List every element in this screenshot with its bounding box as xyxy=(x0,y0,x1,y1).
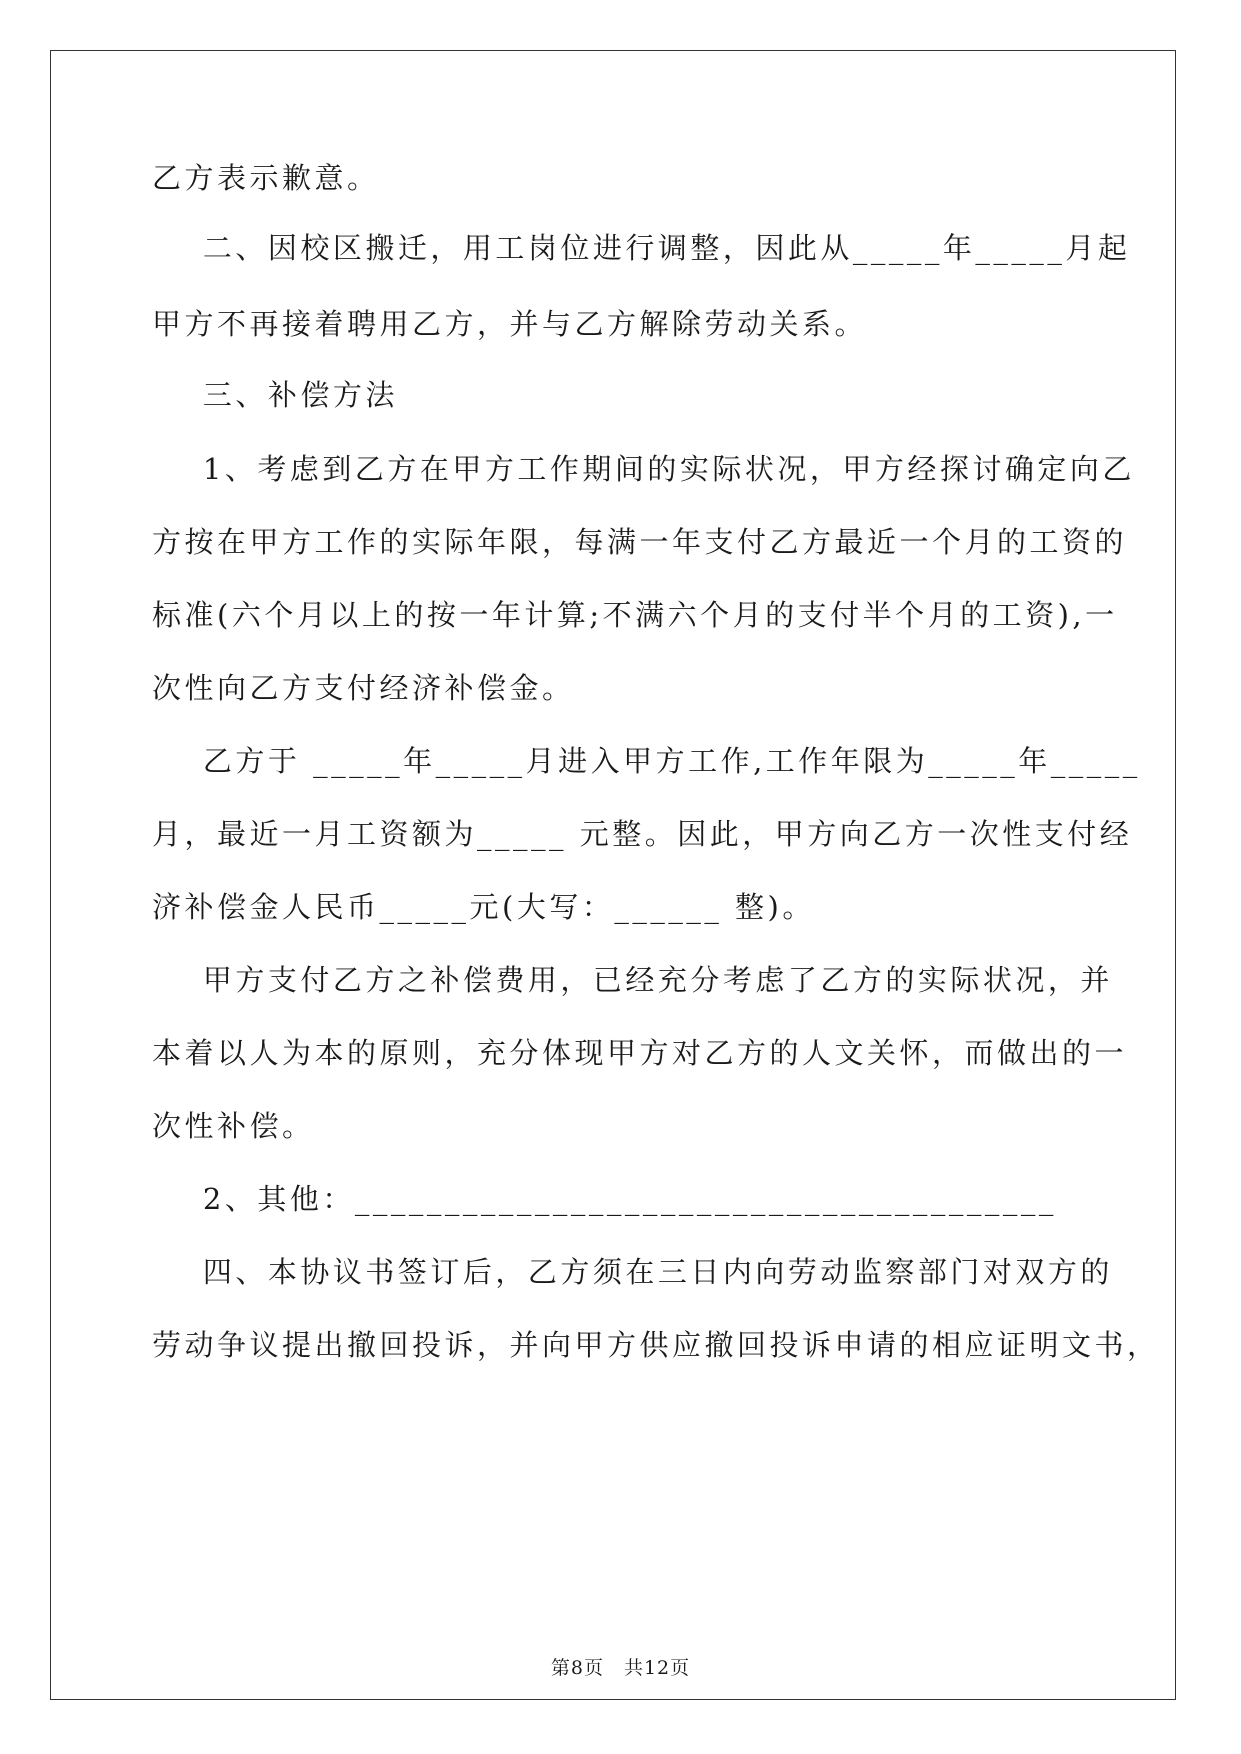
paragraph-line: 1、考虑到乙方在甲方工作期间的实际状况，甲方经探讨确定向乙 xyxy=(152,452,1135,486)
paragraph-line: 二、因校区搬迁，用工岗位进行调整，因此从_____年_____月起 xyxy=(152,231,1131,265)
paragraph-line: 次性补偿。 xyxy=(152,1109,315,1143)
page-border xyxy=(50,50,1176,1700)
paragraph-line: 甲方不再接着聘用乙方，并与乙方解除劳动关系。 xyxy=(152,307,868,341)
paragraph-line: 月，最近一月工资额为_____ 元整。因此，甲方向乙方一次性支付经 xyxy=(152,817,1133,851)
paragraph-line: 标准(六个月以上的按一年计算;不满六个月的支付半个月的工资),一 xyxy=(152,598,1118,632)
paragraph-line: 次性向乙方支付经济补偿金。 xyxy=(152,671,575,705)
paragraph-line: 劳动争议提出撤回投诉，并向甲方供应撤回投诉申请的相应证明文书， xyxy=(152,1328,1160,1362)
paragraph-line: 乙方于 _____年_____月进入甲方工作,工作年限为_____年_____ xyxy=(152,744,1141,778)
paragraph-line: 方按在甲方工作的实际年限，每满一年支付乙方最近一个月的工资的 xyxy=(152,525,1128,559)
paragraph-line: 济补偿金人民币_____元(大写：______ 整)。 xyxy=(152,890,815,924)
paragraph-line: 2、其他：_______________________________________ xyxy=(152,1182,1057,1216)
paragraph-line: 乙方表示歉意。 xyxy=(152,161,380,195)
paragraph-line: 本着以人为本的原则，充分体现甲方对乙方的人文关怀，而做出的一 xyxy=(152,1036,1128,1070)
paragraph-line: 甲方支付乙方之补偿费用，已经充分考虑了乙方的实际状况，并 xyxy=(152,963,1113,997)
paragraph-line: 四、本协议书签订后，乙方须在三日内向劳动监察部门对双方的 xyxy=(152,1255,1113,1289)
page-number: 第8页 共12页 xyxy=(550,1657,691,1679)
section-heading: 三、补偿方法 xyxy=(152,378,398,412)
